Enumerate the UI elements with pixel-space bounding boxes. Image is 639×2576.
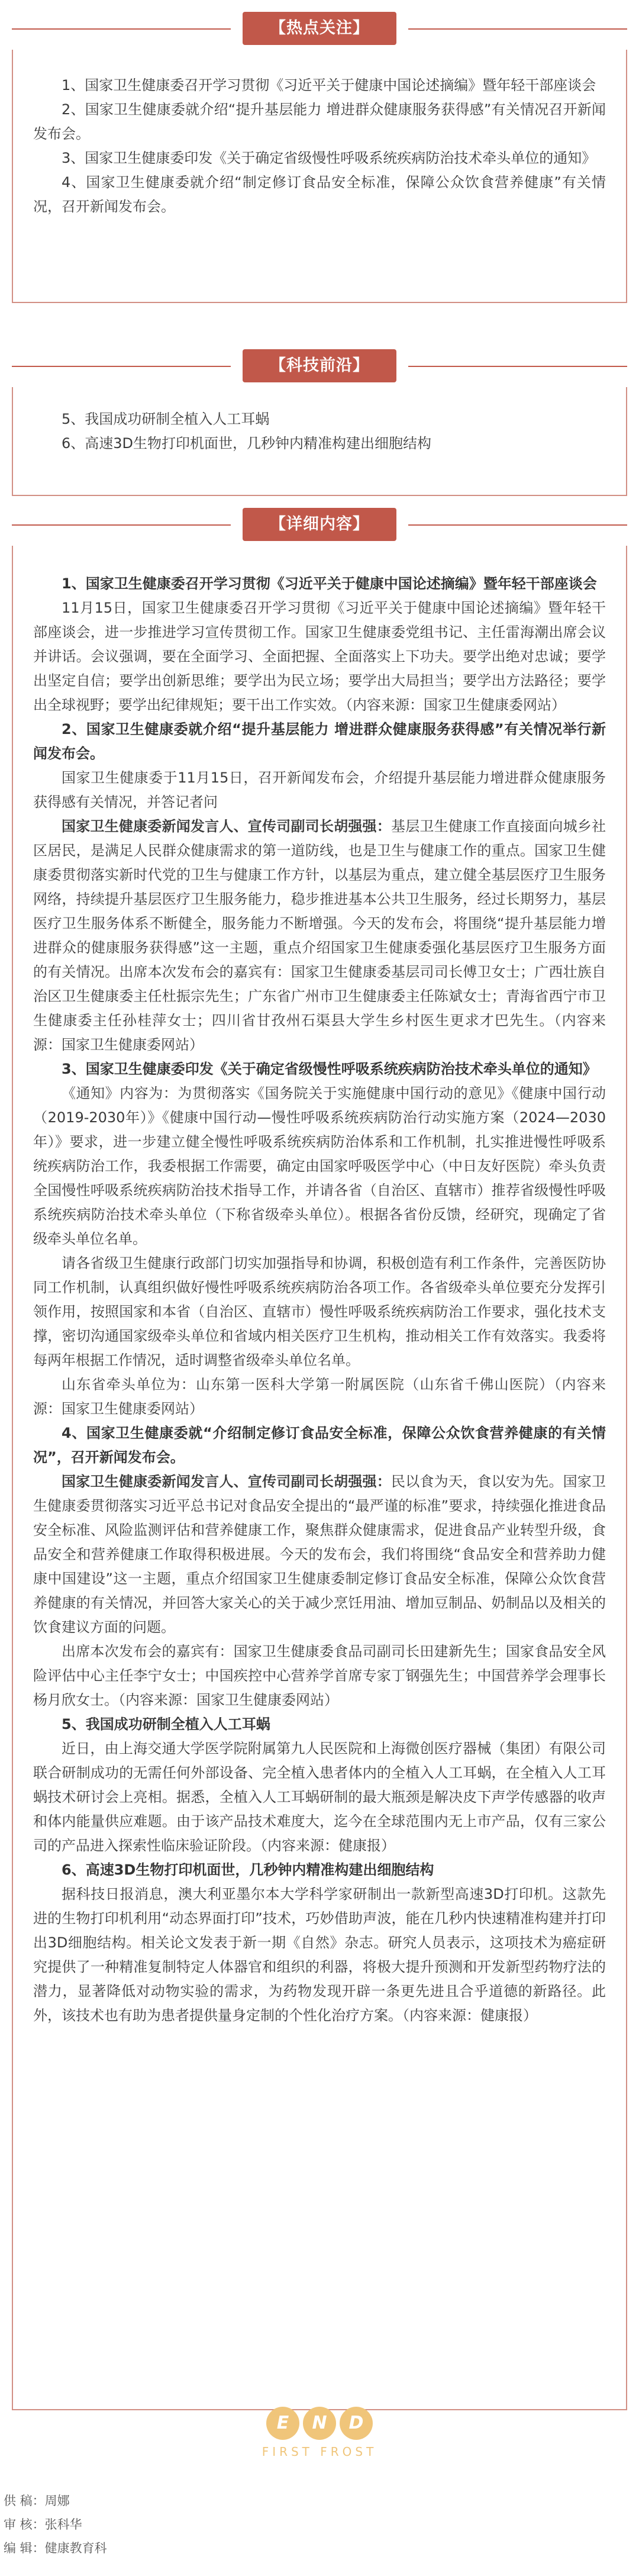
paragraph-text: 基层卫生健康工作直接面向城乡社区居民，是满足人民群众健康需求的第一道防线，也是卫生与健康工作的重点。国家卫生健康委贯彻落实新时代党的卫生与健康工作方针，以基层为重点，建立健全基层医疗卫生服务网络，持续提升基层医疗卫生服务能力，稳步推进基本公共卫生服务，经过长期努力，基层医疗卫生服务体系不断健全，服务能力不断增强。今天的发布会，将围绕“提升基层能力增进群众的健康服务获得感”这一主题，重点介绍国家卫生健康委强化基层医疗卫生服务方面的有关情况。出席本次发布会的嘉宾有：国家卫生健康委基层司司长傅卫女士；广西壮族自治区卫生健康委主任杜振宗先生；广东省广州市卫生健康委主任陈斌女士；青海省西宁市卫生健康委主任孙桂萍女士；四川省甘孜州石渠县大学生乡村医生更求才巴先生。（内容来源：国家卫生健康委网站） — [33, 818, 606, 1053]
article-paragraph: 据科技日报消息，澳大利亚墨尔本大学科学家研制出一款新型高速3D打印机。这款先进的生物打印机利用“动态界面打印”技术，巧妙借助声波，能在几秒内快速精准构建并打印出3D细胞结构。相关论文发表于新一期《自然》杂志。研究人员表示，这项技术为癌症研究提供了一种精准复制特定人体器官和组织的利器，将极大提升预测和开发新型药物疗法的潜力，显著降低对动物实验的需求，为药物发现开辟一条更先进且合乎道德的新路径。此外，该技术也有助为患者提供量身定制的个性化治疗方案。（内容来源：健康报） — [33, 1886, 606, 2024]
divider — [408, 524, 627, 526]
detail-section-header — [0, 503, 639, 546]
credit-line: 供 稿：周娜 — [4, 2494, 70, 2508]
paragraph-text: 民以食为天，食以安为先。国家卫生健康委贯彻落实习近平总书记对食品安全提出的“最严谨的标准”要求，持续强化推进食品安全标准、风险监测评估和营养健康工作，聚焦群众健康需求，促进食品产业转型升级，食品安全和营养健康工作取得积极进展。今天的发布会，我们将围绕“食品安全和营养助力健康中国建设”这一主题，重点介绍国家卫生健康委制定修订食品安全标准，保障公众饮食营养健康的有关情况，并回答大家关心的关于减少烹饪用油、增加豆制品、奶制品以及相关的饮食建议方面的问题。 — [33, 1473, 606, 1635]
detail-section-title: 【详细内容】 — [243, 508, 396, 541]
article-heading: 4、国家卫生健康委就“介绍制定修订食品安全标准，保障公众饮食营养健康的有关情况”，召开新闻发布会。 — [33, 1425, 606, 1466]
divider — [408, 366, 627, 367]
credit-line: 审 核：张科华 — [4, 2517, 82, 2532]
tech-section-header — [0, 344, 639, 387]
article-paragraph — [33, 1470, 606, 1640]
article-paragraph: 《通知》内容为：为贯彻落实《国务院关于实施健康中国行动的意见》《健康中国行动（2019-2030年）》《健康中国行动—慢性呼吸系统疾病防治行动实施方案（2024—2030年）》要求，进一步建立健全慢性呼吸系统疾病防治体系和工作机制，扎实推进慢性呼吸系统疾病防治工作，我委根据工作需要，确定由国家呼吸医学中心（中日友好医院）牵头负责全国慢性呼吸系统疾病防治技术指导工作，并请各省（自治区、直辖市）推荐省级慢性呼吸系统疾病防治技术牵头单位（下称省级牵头单位）。根据各省份反馈，经研究，现确定了省级牵头单位名单。 — [33, 1085, 606, 1247]
divider — [12, 28, 231, 30]
article-heading: 3、国家卫生健康委印发《关于确定省级慢性呼吸系统疾病防治技术牵头单位的通知》 — [62, 1061, 597, 1077]
article-paragraph: 请各省级卫生健康行政部门切实加强指导和协调，积极创造有利工作条件，完善医防协同工作机制，认真组织做好慢性呼吸系统疾病防治各项工作。各省级牵头单位要充分发挥引领作用，按照国家和本省（自治区、直辖市）慢性呼吸系统疾病防治工作要求，强化技术支撑，密切沟通国家级牵头单位和省域内相关医疗卫生机构，推动相关工作有效落实。我委将每两年根据工作情况，适时调整省级牵头单位名单。 — [33, 1255, 606, 1368]
hot-section-title: 【热点关注】 — [243, 12, 396, 45]
detail-content — [12, 546, 627, 2410]
end-logo — [0, 2407, 639, 2466]
tech-item[interactable]: 6、高速3D生物打印机面世，几秒钟内精准构建出细胞结构 — [62, 435, 432, 452]
hot-list — [12, 50, 627, 303]
credit-line: 编 辑：健康教育科 — [4, 2541, 107, 2555]
article-heading: 1、国家卫生健康委召开学习贯彻《习近平关于健康中国论述摘编》暨年轻干部座谈会 — [62, 575, 597, 592]
end-subtitle: FIRST FROST — [262, 2445, 377, 2459]
speaker-label: 国家卫生健康委新闻发言人、宣传司副司长胡强强： — [62, 818, 391, 835]
article-paragraph: 山东省牵头单位为：山东第一医科大学第一附属医院（山东省千佛山医院）（内容来源：国家卫生健康委网站） — [33, 1376, 606, 1417]
article-paragraph: 近日，由上海交通大学医学院附属第九人民医院和上海微创医疗器械（集团）有限公司联合研制成功的无需任何外部设备、完全植入患者体内的全植入人工耳蜗，在全植入人工耳蜗技术研讨会上亮相。据悉，全植入人工耳蜗研制的最大瓶颈是解决皮下声学传感器的收声和体内能量供应难题。由于该产品技术难度大，迄今在全球范围内无上市产品，仅有三家公司的产品进入探索性临床验证阶段。（内容来源：健康报） — [33, 1740, 606, 1854]
article-paragraph: 11月15日，国家卫生健康委召开学习贯彻《习近平关于健康中国论述摘编》暨年轻干部座谈会，进一步推进学习宣传贯彻工作。国家卫生健康委党组书记、主任雷海潮出席会议并讲话。会议强调，要在全面学习、全面把握、全面落实上下功夫。要学出绝对忠诚；要学出坚定自信；要学出创新思维；要学出为民立场；要学出大局担当；要学出方法路径；要学出全球视野；要学出纪律规矩；要干出工作实效。（内容来源：国家卫生健康委网站） — [33, 600, 606, 713]
divider — [12, 524, 231, 526]
article-paragraph: 出席本次发布会的嘉宾有：国家卫生健康委食品司副司长田建新先生；国家食品安全风险评估中心主任李宁女士；中国疾控中心营养学首席专家丁钢强先生；中国营养学会理事长杨月欣女士。（内容来源：国家卫生健康委网站） — [33, 1643, 606, 1708]
article-paragraph: 国家卫生健康委于11月15日，召开新闻发布会，介绍提升基层能力增进群众健康服务获得感有关情况，并答记者问 — [33, 769, 606, 810]
credits — [4, 2489, 107, 2560]
end-letter: E — [266, 2407, 299, 2440]
divider — [408, 28, 627, 30]
article-paragraph — [33, 814, 606, 1057]
speaker-label: 国家卫生健康委新闻发言人、宣传司副司长胡强强： — [62, 1473, 391, 1490]
hot-item[interactable]: 2、国家卫生健康委就介绍“提升基层能力 增进群众健康服务获得感”有关情况召开新闻发布会。 — [33, 101, 606, 142]
end-letter: D — [340, 2407, 373, 2440]
article-heading: 6、高速3D生物打印机面世，几秒钟内精准构建出细胞结构 — [62, 1862, 434, 1878]
end-letter: N — [303, 2407, 336, 2440]
hot-section-header — [0, 7, 639, 50]
divider — [12, 366, 231, 367]
article-heading: 5、我国成功研制全植入人工耳蜗 — [62, 1716, 270, 1733]
tech-list — [12, 387, 627, 496]
hot-item[interactable]: 4、国家卫生健康委就介绍“制定修订食品安全标准，保障公众饮食营养健康”有关情况，召开新闻发布会。 — [33, 174, 606, 215]
hot-item[interactable]: 1、国家卫生健康委召开学习贯彻《习近平关于健康中国论述摘编》暨年轻干部座谈会 — [62, 77, 596, 94]
article-heading: 2、国家卫生健康委就介绍“提升基层能力 增进群众健康服务获得感”有关情况举行新闻发布会。 — [33, 721, 606, 762]
tech-item[interactable]: 5、我国成功研制全植入人工耳蜗 — [62, 411, 270, 427]
hot-item[interactable]: 3、国家卫生健康委印发《关于确定省级慢性呼吸系统疾病防治技术牵头单位的通知》 — [62, 150, 596, 166]
tech-section-title: 【科技前沿】 — [243, 349, 396, 382]
